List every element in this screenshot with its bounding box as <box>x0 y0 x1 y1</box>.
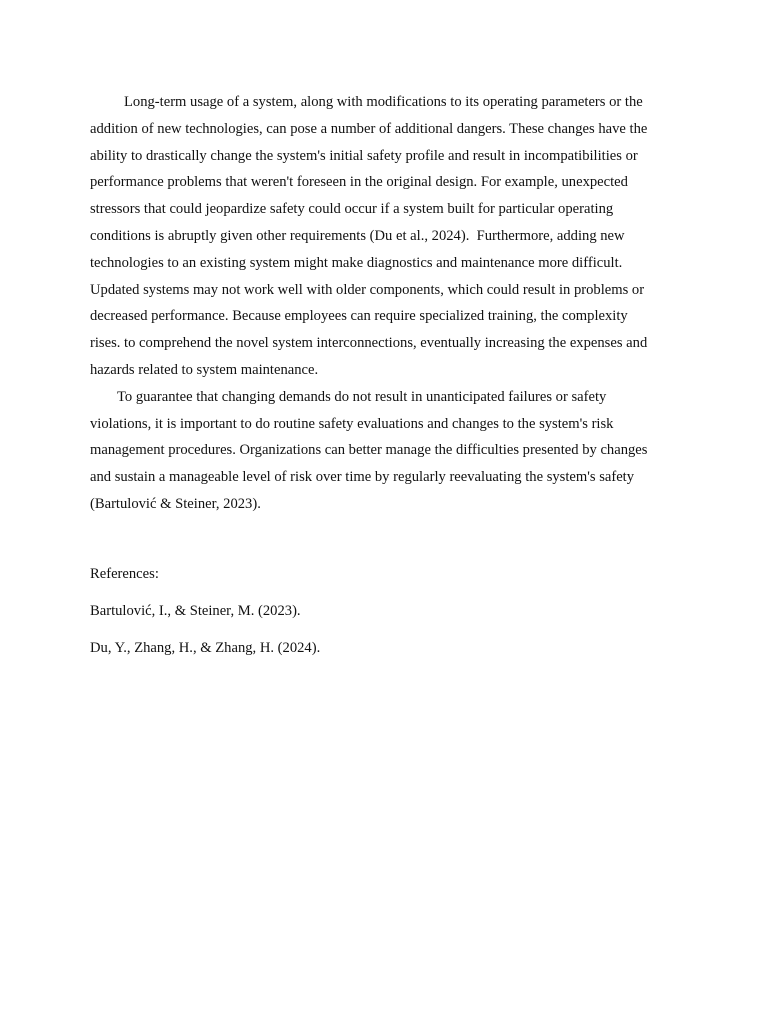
paragraph-line: technologies to an existing system might make diagnostics and maintenance more difficult. <box>90 254 623 271</box>
paragraph-line: (Bartulović & Steiner, 2023). <box>90 495 261 512</box>
document-body <box>90 89 680 518</box>
paragraph-line: conditions is abruptly given other requirements (Du et al., 2024). Furthermore, adding new <box>90 227 625 244</box>
paragraph-line: stressors that could jeopardize safety could occur if a system built for particular operating <box>90 201 614 218</box>
paragraph-line: hazards related to system maintenance. <box>90 361 319 378</box>
references-heading: References: <box>90 566 159 582</box>
paragraph-line: ability to drastically change the system's initial safety profile and result in incompatibilities or <box>90 147 638 164</box>
paragraph-line: decreased performance. Because employees can require specialized training, the complexity <box>90 308 628 325</box>
paragraph-line: rises. to comprehend the novel system interconnections, eventually increasing the expenses and <box>90 335 648 352</box>
references-section <box>90 564 680 675</box>
paragraph-line: management procedures. Organizations can better manage the difficulties presented by changes <box>90 442 648 459</box>
paragraph-line: performance problems that weren't foreseen in the original design. For example, unexpected <box>90 174 628 191</box>
paragraph-line: violations, it is important to do routine safety evaluations and changes to the system's risk <box>90 415 614 432</box>
reference-item: Du, Y., Zhang, H., & Zhang, H. (2024). <box>90 640 321 656</box>
paragraph-line: and sustain a manageable level of risk over time by regularly reevaluating the system's safety <box>90 469 635 486</box>
paragraph-line: Long-term usage of a system, along with modifications to its operating parameters or the <box>124 94 643 110</box>
paragraph-line: addition of new technologies, can pose a number of additional dangers. These changes have the <box>90 120 648 137</box>
paragraph-line: Updated systems may not work well with older components, which could result in problems or <box>90 281 645 298</box>
paragraph-line: To guarantee that changing demands do not result in unanticipated failures or safety <box>117 388 607 405</box>
reference-item: Bartulović, I., & Steiner, M. (2023). <box>90 603 301 619</box>
paragraph-1 <box>90 89 680 384</box>
paragraph-2 <box>90 384 680 518</box>
